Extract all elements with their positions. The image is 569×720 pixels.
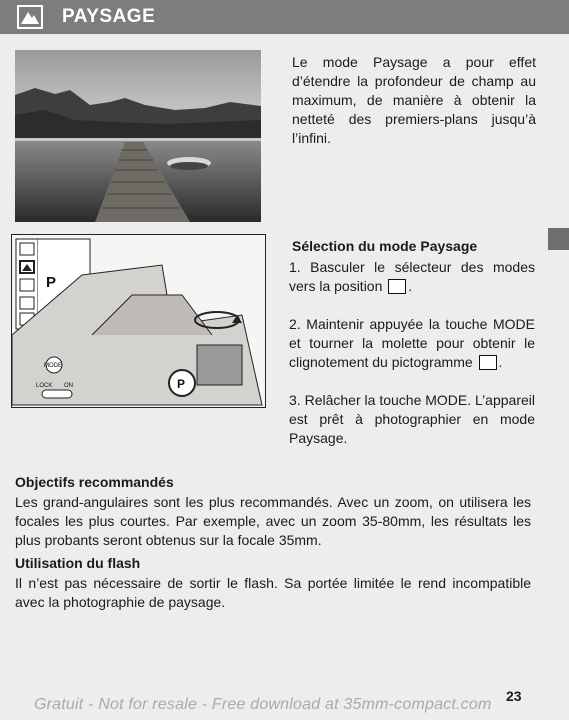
step-1: 1. Basculer le sélecteur des modes vers la position . [289, 259, 535, 294]
landscape-photo [15, 50, 261, 222]
lock-label: LOCK [36, 383, 53, 389]
mode-display-letter: P [46, 274, 57, 291]
landscape-mode-icon [388, 279, 406, 294]
watermark-footer: Gratuit - Not for resale - Free download at 35mm-compact.com [34, 696, 492, 713]
intro-paragraph: Le mode Paysage a pour effet d’étendre la profondeur de champ au maximum, de manière à obtenir la netteté des premiers-plans jusqu’à l’infini. [292, 54, 536, 146]
lenses-title: Objectifs recommandés [15, 474, 174, 490]
step-2: 2. Maintenir appuyée la touche MODE et tourner la molette pour obtenir le clignotement du pictogramme . [289, 316, 535, 370]
page-title: PAYSAGE [62, 6, 156, 27]
camera-diagram [11, 234, 266, 408]
flash-text: Il n’est pas nécessaire de sortir le flash. Sa portée limitée le rend incompatible avec la photographie de paysage. [15, 575, 531, 610]
mountain-landscape-icon [17, 5, 43, 29]
selection-steps [289, 258, 535, 467]
page-edge-tab [548, 228, 569, 250]
selection-title: Sélection du mode Paysage [292, 238, 478, 254]
page-header [0, 0, 569, 34]
on-label: ON [64, 383, 73, 389]
mode-dial-letter: P [177, 377, 186, 391]
flash-title: Utilisation du flash [15, 555, 141, 571]
step-3: 3. Relâcher la touche MODE. L’appareil est prêt à photographier en mode Paysage. [289, 392, 535, 446]
page-number: 23 [506, 688, 522, 704]
mode-button-label: MODE [44, 363, 62, 369]
lenses-text: Les grand-angulaires sont les plus recommandés. Avec un zoom, on utilisera les focales les plus courtes. Par exemple, avec un zoom 35-80mm, les résultats les plus probants seront obtenus sur la focale 35mm. [15, 494, 531, 548]
mountain-pictogram-icon [479, 355, 497, 370]
